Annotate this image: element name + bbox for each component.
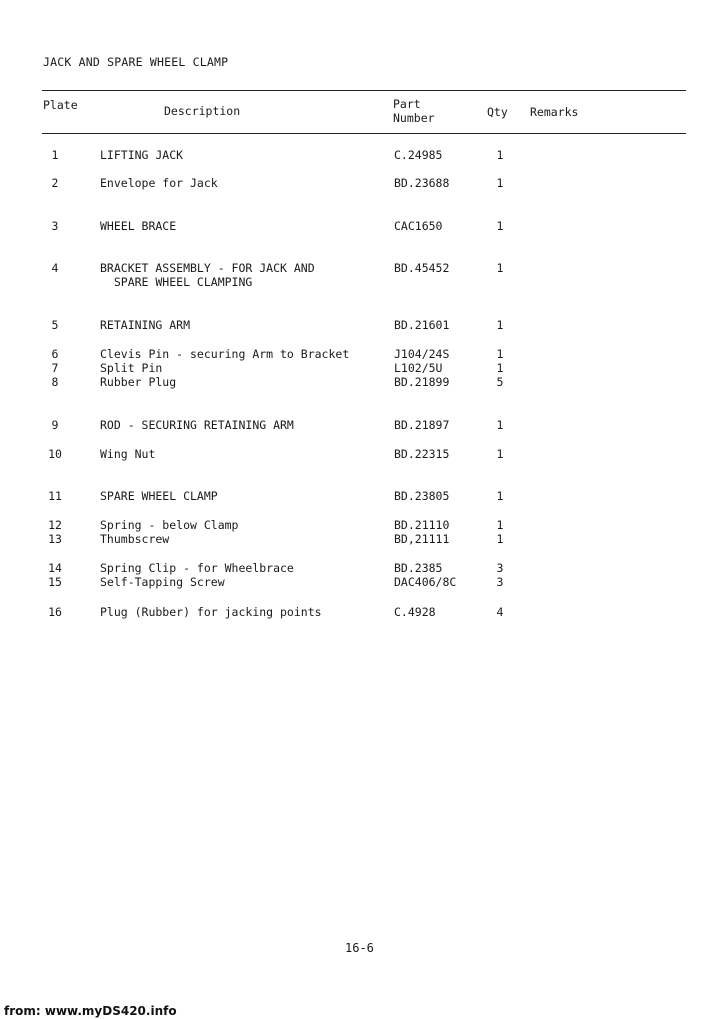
row-qty: 1 (496, 261, 504, 275)
page-title: JACK AND SPARE WHEEL CLAMP (43, 55, 229, 69)
header-remarks: Remarks (530, 105, 579, 119)
row-description: Self-Tapping Screw (100, 575, 225, 589)
row-description: Plug (Rubber) for jacking points (100, 605, 322, 619)
row-description: Wing Nut (100, 447, 156, 461)
row-part-number: DAC406/8C (394, 575, 457, 589)
row-description: ROD - SECURING RETAINING ARM (100, 418, 294, 432)
row-plate: 10 (48, 447, 62, 461)
row-qty: 1 (496, 148, 504, 162)
row-part-number: C.4928 (394, 605, 436, 619)
row-part-number: BD.23688 (394, 176, 450, 190)
row-description: RETAINING ARM (100, 318, 191, 332)
row-qty: 1 (496, 347, 504, 361)
header-plate: Plate (43, 98, 78, 112)
header-part-number (393, 97, 435, 125)
row-plate: 12 (48, 518, 62, 532)
row-plate: 15 (48, 575, 62, 589)
row-description: LIFTING JACK (100, 148, 184, 162)
table-header-rule (42, 133, 686, 134)
row-part-number: C.24985 (394, 148, 443, 162)
row-qty: 1 (496, 518, 504, 532)
header-part-line1: Part (393, 97, 421, 111)
row-part-number: BD.22315 (394, 447, 450, 461)
page-number: 16-6 (345, 941, 374, 955)
row-part-number: CAC1650 (394, 219, 443, 233)
row-description: WHEEL BRACE (100, 219, 177, 233)
row-plate: 3 (51, 219, 59, 233)
row-qty: 3 (496, 561, 504, 575)
row-part-number: BD.21897 (394, 418, 450, 432)
row-description: Clevis Pin - securing Arm to Bracket (100, 347, 350, 361)
row-plate: 6 (51, 347, 59, 361)
row-qty: 3 (496, 575, 504, 589)
row-qty: 1 (496, 361, 504, 375)
row-part-number: BD.21110 (394, 518, 450, 532)
row-plate: 7 (51, 361, 59, 375)
row-qty: 1 (496, 318, 504, 332)
row-plate: 11 (48, 489, 62, 503)
row-qty: 4 (496, 605, 504, 619)
row-plate: 1 (51, 148, 59, 162)
row-part-number: BD.45452 (394, 261, 450, 275)
row-qty: 1 (496, 489, 504, 503)
row-part-number: BD.21601 (394, 318, 450, 332)
row-qty: 1 (496, 219, 504, 233)
row-plate: 2 (51, 176, 59, 190)
row-qty: 1 (496, 447, 504, 461)
header-qty: Qty (487, 105, 508, 119)
row-part-number: J104/24S (394, 347, 450, 361)
row-part-number: BD.23805 (394, 489, 450, 503)
row-description: Spring - below Clamp (100, 518, 239, 532)
row-part-number: BD,21111 (394, 532, 450, 546)
row-qty: 1 (496, 176, 504, 190)
row-description: Envelope for Jack (100, 176, 218, 190)
header-part-line2: Number (393, 111, 435, 125)
row-plate: 14 (48, 561, 62, 575)
row-plate: 13 (48, 532, 62, 546)
row-plate: 5 (51, 318, 59, 332)
row-part-number: BD.2385 (394, 561, 443, 575)
row-qty: 1 (496, 418, 504, 432)
header-description: Description (164, 104, 241, 118)
row-part-number: BD.21899 (394, 375, 450, 389)
row-description: Thumbscrew (100, 532, 170, 546)
row-plate: 9 (51, 418, 59, 432)
row-plate: 4 (51, 261, 59, 275)
row-part-number: L102/5U (394, 361, 443, 375)
row-plate: 8 (51, 375, 59, 389)
table-top-rule (42, 90, 686, 91)
row-qty: 1 (496, 532, 504, 546)
row-description: Rubber Plug (100, 375, 177, 389)
row-description: BRACKET ASSEMBLY - FOR JACK AND SPARE WHEEL CLAMPING (100, 261, 315, 289)
row-description: SPARE WHEEL CLAMP (100, 489, 218, 503)
row-plate: 16 (48, 605, 62, 619)
row-description: Spring Clip - for Wheelbrace (100, 561, 294, 575)
source-footer: from: www.myDS420.info (4, 1004, 177, 1018)
row-qty: 5 (496, 375, 504, 389)
row-description: Split Pin (100, 361, 163, 375)
